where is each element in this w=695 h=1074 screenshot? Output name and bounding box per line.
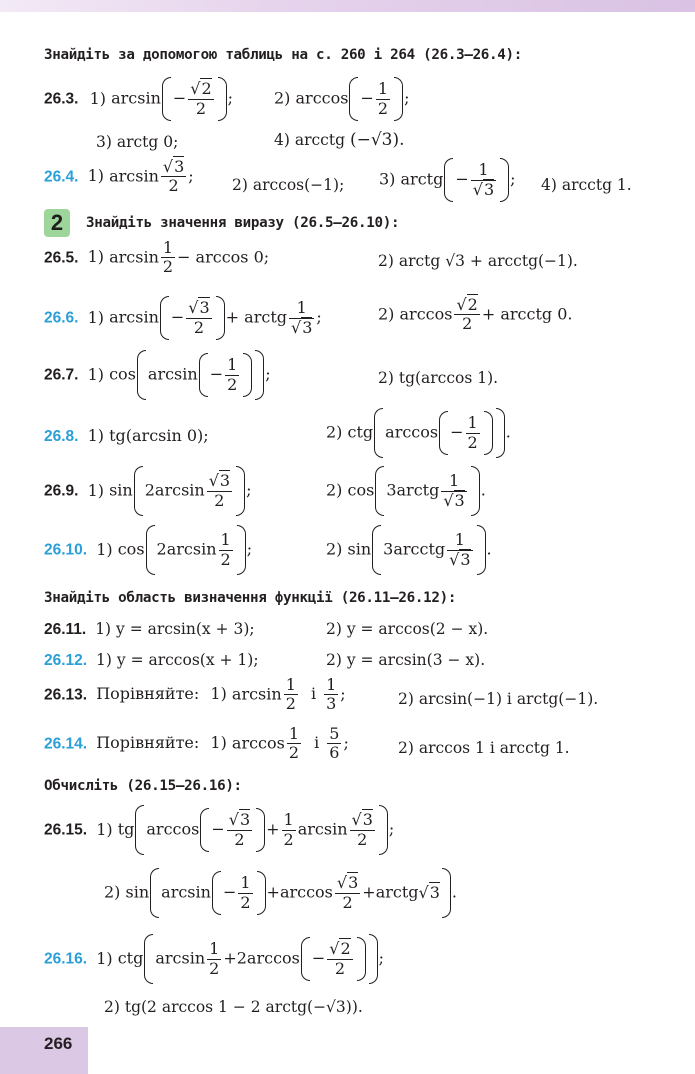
problem-number: 26.5. bbox=[44, 249, 79, 267]
fraction bbox=[376, 80, 390, 118]
paren-right bbox=[442, 868, 451, 918]
problem-number: 26.4. bbox=[44, 168, 79, 186]
fraction: $\frac{√2}{2}$ bbox=[456, 295, 478, 334]
problem-26-12 bbox=[44, 651, 259, 670]
paren-right bbox=[237, 525, 246, 575]
paren-left bbox=[150, 868, 159, 918]
expr-part: 1) y = arccos(x + 1); bbox=[96, 651, 259, 669]
expr-part: (−√3). bbox=[349, 130, 405, 150]
denominator: 2 bbox=[234, 829, 245, 849]
paren-left bbox=[162, 77, 171, 121]
problem-number: 26.6. bbox=[44, 309, 79, 327]
fraction: $\frac{√2}{2}$ bbox=[190, 79, 212, 118]
punct: ; bbox=[227, 88, 234, 108]
fn-name: arcsin bbox=[155, 948, 206, 968]
sign: − bbox=[211, 819, 225, 839]
denominator: 2 bbox=[283, 829, 294, 849]
paren-right bbox=[477, 525, 486, 575]
fn-name: cos bbox=[117, 539, 145, 559]
item-label: 2) bbox=[326, 422, 343, 442]
section-heading-3: Знайдіть область визначення функції (26.11–26.12): bbox=[44, 590, 457, 606]
fraction: $\frac{1}{√3}$ bbox=[290, 298, 313, 337]
paren-right bbox=[216, 296, 225, 340]
fn-name: sin bbox=[109, 480, 133, 500]
item-label: 2) bbox=[104, 882, 121, 902]
paren-right bbox=[369, 934, 378, 984]
problem-26-4-item-2: 2) arccos(−1); bbox=[232, 176, 345, 194]
punct: ; bbox=[246, 539, 253, 559]
instruction-label: Порівняйте: bbox=[96, 684, 200, 704]
fn-name: arcsin bbox=[161, 882, 211, 902]
denominator: 2 bbox=[462, 314, 473, 334]
punct: . bbox=[505, 422, 511, 442]
denominator: 2 bbox=[168, 176, 179, 196]
fraction: $\frac{√3}{2}$ bbox=[208, 471, 231, 510]
numerator: 1 bbox=[326, 675, 337, 694]
item-label: 1) bbox=[210, 684, 227, 704]
problem-26-7 bbox=[44, 350, 271, 400]
fraction bbox=[225, 356, 239, 394]
denominator: 2 bbox=[193, 317, 205, 337]
fn-name: arccos bbox=[246, 948, 300, 968]
numerator: 1 bbox=[447, 531, 472, 550]
fn-name: arcsin bbox=[147, 364, 198, 384]
radicand: 2 bbox=[340, 939, 351, 959]
coefficient: 3 bbox=[386, 480, 397, 500]
problem-26-12-item-2: 2) y = arcsin(3 − x). bbox=[326, 651, 486, 669]
fraction bbox=[324, 676, 338, 714]
paren-left bbox=[301, 937, 310, 981]
numerator: 1 bbox=[227, 355, 238, 375]
numerator: 1 bbox=[377, 79, 389, 99]
problem-26-6 bbox=[44, 296, 322, 340]
denominator: 2 bbox=[334, 958, 346, 978]
fraction: $\frac{√3}{2}$ bbox=[162, 157, 185, 196]
item-label: 2) bbox=[274, 88, 291, 108]
fraction bbox=[161, 239, 175, 277]
numerator: 1 bbox=[240, 873, 251, 893]
problem-26-4 bbox=[44, 158, 194, 196]
problem-26-8-item-2 bbox=[326, 408, 511, 458]
sign: − bbox=[209, 364, 224, 384]
denominator: 2 bbox=[227, 374, 238, 394]
item-label: 1) bbox=[87, 480, 104, 500]
problem-26-4-item-3 bbox=[379, 158, 516, 202]
problem-number: 26.13. bbox=[44, 686, 88, 704]
fn-name: tg bbox=[117, 819, 135, 839]
radicand: 3 bbox=[429, 882, 440, 902]
problem-number: 26.3. bbox=[44, 90, 79, 108]
punct: . bbox=[480, 480, 486, 500]
denominator: 2 bbox=[162, 257, 174, 277]
item-label: 1) bbox=[96, 539, 113, 559]
punct: ; bbox=[378, 948, 385, 968]
fraction bbox=[287, 725, 301, 763]
denominator: 2 bbox=[195, 98, 207, 118]
coefficient: 2 bbox=[156, 539, 167, 559]
fraction: $\frac{√3}{2}$ bbox=[228, 810, 251, 849]
punct: ; bbox=[316, 307, 322, 327]
fraction bbox=[284, 676, 298, 714]
fn-name: arctg bbox=[400, 169, 444, 189]
radicand: 3 bbox=[219, 471, 231, 491]
expr-part: 4) arcctg bbox=[274, 131, 345, 149]
radicand: 3 bbox=[302, 317, 313, 337]
fraction bbox=[207, 940, 221, 978]
item-label: 1) bbox=[87, 247, 104, 267]
radicand: 3 bbox=[174, 157, 185, 176]
sign: − bbox=[455, 169, 469, 189]
problem-number: 26.7. bbox=[44, 366, 79, 384]
item-label: 1) bbox=[96, 948, 113, 968]
denominator: 2 bbox=[377, 98, 389, 118]
denominator: 2 bbox=[288, 743, 300, 763]
problem-26-5-item-2: 2) arctg √3 + arcctg(−1). bbox=[378, 252, 578, 270]
denominator: 2 bbox=[357, 829, 368, 849]
expr-part: + arctg bbox=[225, 307, 287, 327]
numerator: 1 bbox=[220, 530, 231, 550]
denominator: 6 bbox=[329, 743, 340, 763]
fn-name: ctg bbox=[117, 948, 144, 968]
fn-name: arccos bbox=[399, 304, 453, 324]
problem-number: 26.11. bbox=[44, 621, 87, 638]
item-label: 3) bbox=[379, 169, 396, 189]
numerator: 1 bbox=[162, 238, 174, 257]
sign: − bbox=[311, 948, 326, 968]
paren-right bbox=[471, 466, 480, 516]
problem-26-13 bbox=[44, 676, 346, 714]
problem-number: 26.10. bbox=[44, 541, 88, 559]
problem-26-9 bbox=[44, 466, 251, 516]
fn-name: arccos bbox=[146, 819, 200, 839]
problem-26-13-item-2: 2) arcsin(−1) і arctg(−1). bbox=[398, 690, 599, 708]
denominator: 2 bbox=[467, 432, 478, 452]
fn-name: sin bbox=[125, 882, 150, 902]
item-label: 2) bbox=[326, 539, 343, 559]
paren-right bbox=[357, 937, 366, 981]
fn-name: arcsin bbox=[231, 684, 282, 704]
paren-right bbox=[218, 77, 227, 121]
item-label: 1) bbox=[89, 88, 106, 108]
operator: + bbox=[362, 882, 376, 902]
denominator: 3 bbox=[326, 694, 337, 714]
punct: ; bbox=[388, 819, 395, 839]
radicand: 3 bbox=[239, 810, 251, 830]
fraction: $\frac{1}{√3}$ bbox=[443, 471, 465, 510]
fn-name: arccos bbox=[295, 88, 349, 108]
paren-right bbox=[255, 350, 264, 400]
fraction: $\frac{√3}{2}$ bbox=[336, 873, 359, 912]
punct: ; bbox=[340, 684, 346, 704]
problem-number: 26.15. bbox=[44, 821, 88, 839]
fn-name: ctg bbox=[347, 422, 374, 442]
coefficient: 2 bbox=[144, 480, 155, 500]
numerator: 1 bbox=[209, 939, 220, 959]
conjunction: і bbox=[310, 684, 317, 704]
radicand: 3 bbox=[454, 490, 465, 510]
paren-left bbox=[146, 525, 155, 575]
denominator: 2 bbox=[285, 694, 296, 714]
paren-left bbox=[439, 411, 448, 455]
top-decorative-band bbox=[0, 0, 695, 12]
fraction bbox=[327, 725, 341, 763]
paren-right bbox=[236, 466, 245, 516]
fn-name: cos bbox=[109, 364, 136, 384]
fn-name: arcsin bbox=[109, 307, 159, 327]
sign: − bbox=[172, 88, 187, 108]
problem-26-3-item-2 bbox=[274, 77, 409, 121]
fraction bbox=[466, 414, 480, 452]
paren-left bbox=[144, 934, 153, 984]
denominator: 2 bbox=[240, 892, 251, 912]
paren-left bbox=[135, 805, 144, 855]
paren-right bbox=[394, 77, 403, 121]
sign: − bbox=[222, 882, 237, 902]
punct: ; bbox=[246, 480, 252, 500]
problem-26-9-item-2 bbox=[326, 466, 486, 516]
problem-number: 26.16. bbox=[44, 950, 88, 968]
radicand: 3 bbox=[460, 549, 471, 569]
item-label: 1) bbox=[210, 733, 227, 753]
problem-26-15-item-2: 2) sin arcsin − $\frac{1}{2}$ +arccos $\frac{√3}{2}$ +arctg√3 . bbox=[104, 868, 457, 918]
paren-left bbox=[375, 466, 384, 516]
numerator: 1 bbox=[471, 161, 496, 180]
fraction: $\frac{√2}{2}$ bbox=[329, 939, 351, 978]
sign: − bbox=[170, 307, 185, 327]
paren-right bbox=[256, 808, 265, 852]
section-heading-4: Обчисліть (26.15–26.16): bbox=[44, 778, 242, 794]
punct: ; bbox=[404, 88, 410, 108]
problem-26-16 bbox=[44, 934, 384, 984]
fn-name: arcsin bbox=[297, 819, 348, 839]
difficulty-level-badge: 2 bbox=[44, 209, 70, 237]
problem-number: 26.14. bbox=[44, 735, 88, 753]
numerator: 1 bbox=[288, 724, 300, 743]
paren-left bbox=[444, 158, 453, 202]
numerator: 5 bbox=[329, 724, 340, 743]
item-label: 1) bbox=[87, 166, 104, 186]
denominator: 2 bbox=[214, 490, 225, 510]
punct: ; bbox=[188, 166, 194, 186]
paren-left bbox=[160, 296, 169, 340]
paren-left bbox=[200, 808, 209, 852]
numerator: 1 bbox=[283, 810, 294, 830]
paren-right bbox=[500, 158, 509, 202]
fn-name: arcsin bbox=[154, 480, 205, 500]
item-label: 1) bbox=[96, 819, 113, 839]
operator: + bbox=[223, 948, 237, 968]
fn-name: cos bbox=[347, 480, 375, 500]
problem-26-5 bbox=[44, 239, 269, 277]
fraction bbox=[282, 811, 296, 849]
paren-left bbox=[212, 871, 221, 915]
item-label: 2) bbox=[378, 304, 395, 324]
problem-26-3-item-4 bbox=[274, 130, 405, 150]
numerator: 1 bbox=[285, 675, 296, 694]
punct: ; bbox=[343, 733, 349, 753]
operator: + bbox=[266, 882, 280, 902]
numerator: 1 bbox=[289, 299, 314, 318]
numerator: 1 bbox=[467, 413, 478, 433]
fn-name: arcsin bbox=[109, 247, 159, 267]
radicand: 2 bbox=[201, 79, 212, 99]
problem-26-16-item-2: 2) tg(2 arccos 1 − 2 arctg(−√3)). bbox=[104, 998, 363, 1016]
fn-name: arctg bbox=[375, 882, 419, 902]
fraction bbox=[238, 874, 252, 912]
problem-number: 26.8. bbox=[44, 428, 79, 445]
radicand: 3 bbox=[362, 810, 373, 830]
item-label: 2) bbox=[326, 480, 343, 500]
denominator: 2 bbox=[220, 549, 231, 569]
problem-number: 26.12. bbox=[44, 652, 88, 669]
problem-26-14-item-2: 2) arccos 1 і arcctg 1. bbox=[398, 739, 570, 757]
punct: ; bbox=[510, 169, 516, 189]
fn-name: arccos bbox=[385, 422, 439, 442]
section-heading-1: Знайдіть за допомогою таблиць на с. 260 і 264 (26.3–26.4): bbox=[44, 47, 523, 63]
item-label: 1) bbox=[87, 364, 104, 384]
paren-left bbox=[134, 466, 143, 516]
radicand: 2 bbox=[467, 295, 478, 314]
radicand: 3 bbox=[483, 179, 495, 199]
problem-26-6-item-2 bbox=[378, 296, 572, 334]
numerator: 1 bbox=[441, 472, 466, 491]
paren-left bbox=[137, 350, 146, 400]
fn-name: arcsin bbox=[109, 166, 159, 186]
fn-name: sin bbox=[347, 539, 372, 559]
paren-left bbox=[349, 77, 358, 121]
sign: − bbox=[360, 88, 374, 108]
expr-part: 1) y = arcsin(x + 3); bbox=[95, 620, 255, 638]
denominator: 2 bbox=[342, 892, 353, 912]
fraction bbox=[219, 531, 233, 569]
operator: + bbox=[266, 819, 280, 839]
paren-right bbox=[484, 411, 493, 455]
paren-right bbox=[379, 805, 388, 855]
fn-name: arccos bbox=[279, 882, 333, 902]
expr-part: − arccos 0; bbox=[177, 247, 270, 267]
problem-number: 26.9. bbox=[44, 482, 79, 500]
instruction-label: Порівняйте: bbox=[96, 733, 200, 753]
fraction: $\frac{1}{√3}$ bbox=[472, 160, 495, 199]
paren-left bbox=[199, 353, 208, 397]
problem-26-3-item-3: 3) arctg 0; bbox=[96, 133, 179, 151]
paren-right bbox=[496, 408, 505, 458]
paren-right bbox=[243, 353, 252, 397]
denominator: 2 bbox=[209, 958, 220, 978]
page-number: 266 bbox=[44, 1034, 73, 1053]
problem-26-3 bbox=[44, 77, 233, 121]
coefficient: 2 bbox=[236, 948, 247, 968]
punct: . bbox=[486, 539, 492, 559]
radicand: 3 bbox=[348, 873, 359, 893]
section-heading-2: Знайдіть значення виразу (26.5–26.10): bbox=[86, 215, 400, 231]
fn-name: arcsin bbox=[111, 88, 161, 108]
punct: ; bbox=[265, 364, 271, 384]
sign: − bbox=[450, 422, 464, 442]
fraction: $\frac{1}{√3}$ bbox=[449, 530, 471, 569]
coefficient: 3 bbox=[383, 539, 394, 559]
problem-26-7-item-2: 2) tg(arccos 1). bbox=[378, 369, 499, 387]
problem-26-14 bbox=[44, 725, 349, 763]
conjunction: і bbox=[314, 733, 320, 753]
fn-name: arccos bbox=[231, 733, 285, 753]
fraction: $\frac{√3}{2}$ bbox=[351, 810, 373, 849]
paren-left bbox=[372, 525, 381, 575]
radicand: 3 bbox=[199, 298, 210, 318]
problem-26-15 bbox=[44, 805, 394, 855]
problem-26-10 bbox=[44, 525, 252, 575]
paren-right bbox=[257, 871, 266, 915]
problem-26-4-item-4: 4) arcctg 1. bbox=[541, 176, 632, 194]
paren-left bbox=[374, 408, 383, 458]
problem-26-8 bbox=[44, 426, 209, 446]
fn-name: arcctg bbox=[393, 539, 446, 559]
punct: . bbox=[451, 882, 457, 902]
expr-part: + arcctg 0. bbox=[481, 304, 573, 324]
expr-part: 1) tg(arcsin 0); bbox=[87, 426, 209, 445]
fn-name: arcsin bbox=[166, 539, 217, 559]
problem-26-11 bbox=[44, 620, 255, 639]
problem-26-10-item-2 bbox=[326, 525, 492, 575]
item-label: 1) bbox=[87, 307, 104, 327]
fn-name: arctg bbox=[396, 480, 440, 500]
problem-26-11-item-2: 2) y = arccos(2 − x). bbox=[326, 620, 489, 638]
fraction: $\frac{√3}{2}$ bbox=[188, 298, 210, 337]
